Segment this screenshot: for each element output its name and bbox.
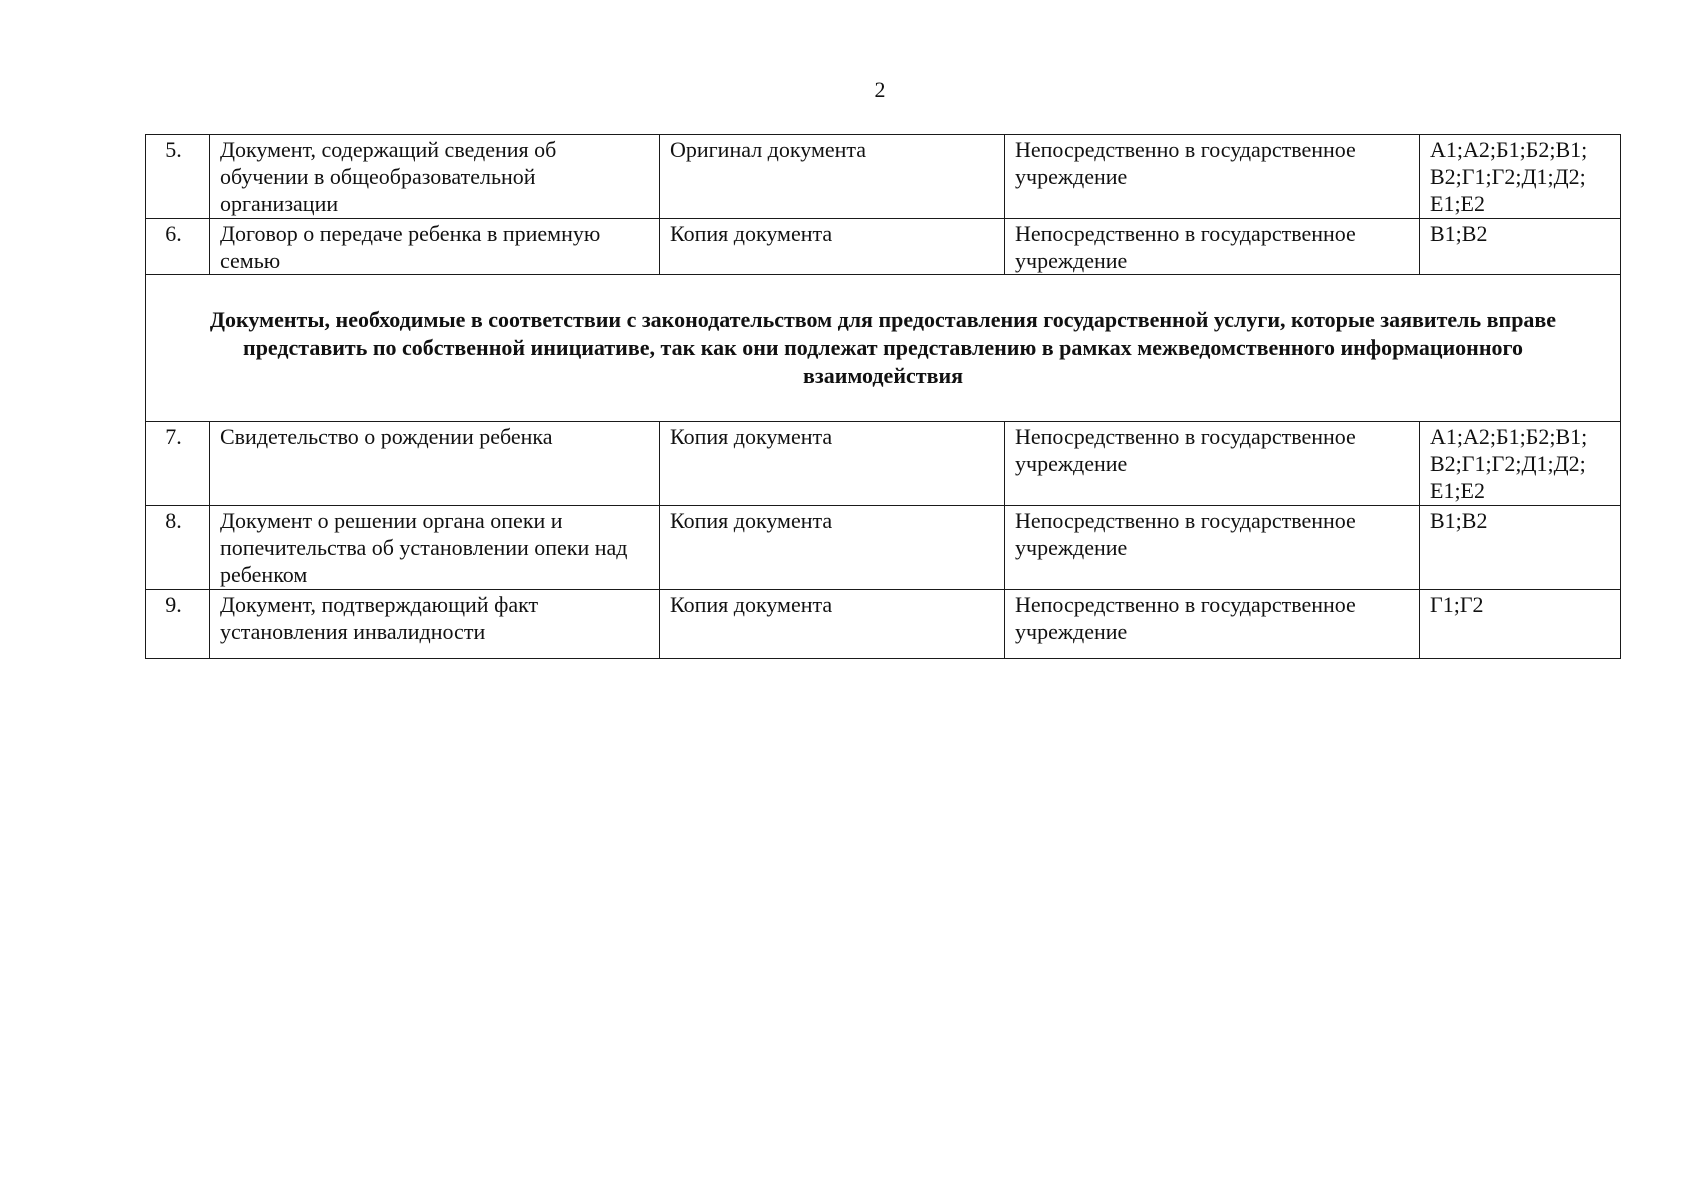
submission-method: Непосредственно в государственное учреждение bbox=[1005, 506, 1420, 590]
row-number: 8. bbox=[146, 506, 210, 590]
submission-method: Непосредственно в государственное учреждение bbox=[1005, 590, 1420, 659]
table-row bbox=[146, 135, 1621, 219]
table-row bbox=[146, 422, 1621, 506]
table-row bbox=[146, 219, 1621, 275]
section-heading-row bbox=[146, 275, 1621, 422]
applicant-categories: В1;В2 bbox=[1420, 506, 1621, 590]
applicant-categories: Г1;Г2 bbox=[1420, 590, 1621, 659]
document-form: Оригинал документа bbox=[660, 135, 1005, 219]
applicant-categories: А1;А2;Б1;Б2;В1; В2;Г1;Г2;Д1;Д2; Е1;Е2 bbox=[1420, 422, 1621, 506]
submission-method: Непосредственно в государственное учреждение bbox=[1005, 135, 1420, 219]
row-number: 7. bbox=[146, 422, 210, 506]
row-number: 5. bbox=[146, 135, 210, 219]
document-name: Документ, подтверждающий факт установления инвалидности bbox=[210, 590, 660, 659]
table-row bbox=[146, 506, 1621, 590]
applicant-categories: В1;В2 bbox=[1420, 219, 1621, 275]
row-number: 6. bbox=[146, 219, 210, 275]
row-number: 9. bbox=[146, 590, 210, 659]
document-name: Договор о передаче ребенка в приемную семью bbox=[210, 219, 660, 275]
document-form: Копия документа bbox=[660, 506, 1005, 590]
document-name: Документ о решении органа опеки и попечительства об установлении опеки над ребенком bbox=[210, 506, 660, 590]
submission-method: Непосредственно в государственное учреждение bbox=[1005, 219, 1420, 275]
document-form: Копия документа bbox=[660, 422, 1005, 506]
section-heading: Документы, необходимые в соответствии с законодательством для предоставления государственной услуги, которые заявитель вправе представить по собственной инициативе, так как они подлежат представлению в рамках межведомственного информационного взаимодействия bbox=[146, 275, 1621, 422]
table-row bbox=[146, 590, 1621, 659]
documents-table bbox=[145, 134, 1621, 659]
document-name: Свидетельство о рождении ребенка bbox=[210, 422, 660, 506]
page-number: 2 bbox=[874, 77, 886, 102]
applicant-categories: А1;А2;Б1;Б2;В1; В2;Г1;Г2;Д1;Д2; Е1;Е2 bbox=[1420, 135, 1621, 219]
document-form: Копия документа bbox=[660, 590, 1005, 659]
document-form: Копия документа bbox=[660, 219, 1005, 275]
document-name: Документ, содержащий сведения об обучении в общеобразовательной организации bbox=[210, 135, 660, 219]
submission-method: Непосредственно в государственное учреждение bbox=[1005, 422, 1420, 506]
